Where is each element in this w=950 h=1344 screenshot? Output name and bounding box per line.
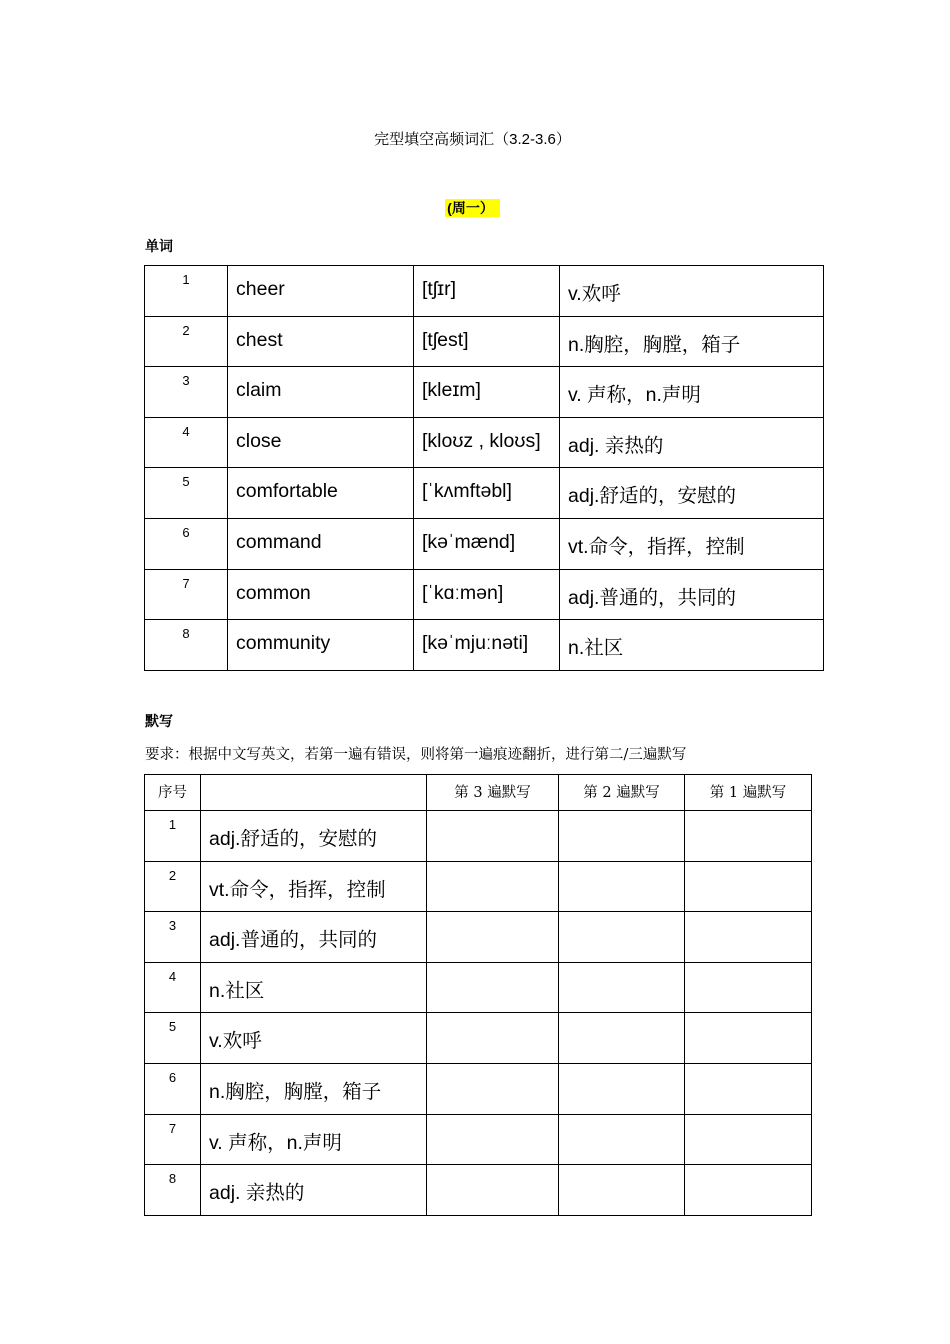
header-meaning <box>201 775 427 811</box>
dictation-num: 4 <box>145 962 201 1013</box>
dictation-row <box>145 1114 812 1165</box>
dictation-table <box>144 774 812 1216</box>
dictation-row <box>145 1165 812 1216</box>
second-pass-blank[interactable] <box>559 811 685 862</box>
vocab-meaning: adj. 亲热的 <box>560 417 824 468</box>
third-pass-blank[interactable] <box>427 1013 559 1064</box>
header-num: 序号 <box>145 775 201 811</box>
dictation-row <box>145 1013 812 1064</box>
vocab-phonetic: [ˈkɑːmən] <box>414 569 560 620</box>
first-pass-blank[interactable] <box>685 1063 812 1114</box>
vocab-num: 3 <box>145 367 228 418</box>
vocab-row <box>145 367 824 418</box>
header-second-pass: 第 2 遍默写 <box>559 775 685 811</box>
vocab-phonetic: [tʃest] <box>414 316 560 367</box>
vocab-meaning: n.胸腔，胸膛，箱子 <box>560 316 824 367</box>
third-pass-blank[interactable] <box>427 811 559 862</box>
vocab-meaning: adj.普通的，共同的 <box>560 569 824 620</box>
dictation-num: 3 <box>145 912 201 963</box>
vocab-row <box>145 417 824 468</box>
vocab-phonetic: [tʃɪr] <box>414 266 560 317</box>
third-pass-blank[interactable] <box>427 1165 559 1216</box>
first-pass-blank[interactable] <box>685 962 812 1013</box>
dictation-row <box>145 1063 812 1114</box>
dictation-num: 5 <box>145 1013 201 1064</box>
dictation-row <box>145 811 812 862</box>
vocab-word: close <box>228 417 414 468</box>
vocab-word: chest <box>228 316 414 367</box>
requirement-text: 要求：根据中文写英文，若第一遍有错误，则将第一遍痕迹翻折，进行第二/三遍默写 <box>145 747 687 763</box>
vocab-word: command <box>228 518 414 569</box>
vocab-meaning: v. 声称，n.声明 <box>560 367 824 418</box>
dictation-meaning: v.欢呼 <box>201 1013 427 1064</box>
first-pass-blank[interactable] <box>685 1013 812 1064</box>
vocab-meaning: n.社区 <box>560 620 824 671</box>
second-pass-blank[interactable] <box>559 962 685 1013</box>
day-highlight: (周一） <box>445 199 500 217</box>
vocab-row <box>145 468 824 519</box>
vocab-phonetic: [kəˈmjuːnəti] <box>414 620 560 671</box>
dictation-row <box>145 861 812 912</box>
vocab-word: common <box>228 569 414 620</box>
vocab-num: 2 <box>145 316 228 367</box>
section-heading-dictation: 默写 <box>145 713 173 729</box>
day-label <box>0 198 945 218</box>
dictation-row <box>145 912 812 963</box>
vocab-num: 6 <box>145 518 228 569</box>
dictation-num: 6 <box>145 1063 201 1114</box>
third-pass-blank[interactable] <box>427 1063 559 1114</box>
dictation-row <box>145 962 812 1013</box>
vocab-num: 5 <box>145 468 228 519</box>
vocab-row <box>145 266 824 317</box>
section-heading-words: 单词 <box>145 238 173 254</box>
vocab-phonetic: [kleɪm] <box>414 367 560 418</box>
vocab-phonetic: [kloʊz , kloʊs] <box>414 417 560 468</box>
vocab-row <box>145 569 824 620</box>
vocab-word: community <box>228 620 414 671</box>
vocab-num: 4 <box>145 417 228 468</box>
first-pass-blank[interactable] <box>685 912 812 963</box>
page-title: 完型填空高频词汇（3.2-3.6） <box>374 131 571 148</box>
third-pass-blank[interactable] <box>427 1114 559 1165</box>
vocab-num: 1 <box>145 266 228 317</box>
dictation-meaning: n.胸腔，胸膛，箱子 <box>201 1063 427 1114</box>
dictation-header-row <box>145 775 812 811</box>
third-pass-blank[interactable] <box>427 861 559 912</box>
vocab-row <box>145 518 824 569</box>
second-pass-blank[interactable] <box>559 861 685 912</box>
vocab-word: claim <box>228 367 414 418</box>
second-pass-blank[interactable] <box>559 1165 685 1216</box>
dictation-num: 8 <box>145 1165 201 1216</box>
vocab-meaning: adj.舒适的，安慰的 <box>560 468 824 519</box>
dictation-meaning: adj.舒适的，安慰的 <box>201 811 427 862</box>
first-pass-blank[interactable] <box>685 1165 812 1216</box>
dictation-meaning: n.社区 <box>201 962 427 1013</box>
dictation-num: 7 <box>145 1114 201 1165</box>
first-pass-blank[interactable] <box>685 861 812 912</box>
vocab-row <box>145 620 824 671</box>
vocab-word: comfortable <box>228 468 414 519</box>
third-pass-blank[interactable] <box>427 962 559 1013</box>
vocabulary-table <box>144 265 824 671</box>
vocab-meaning: vt.命令，指挥，控制 <box>560 518 824 569</box>
dictation-num: 2 <box>145 861 201 912</box>
dictation-num: 1 <box>145 811 201 862</box>
vocab-meaning: v.欢呼 <box>560 266 824 317</box>
vocab-num: 7 <box>145 569 228 620</box>
dictation-meaning: vt.命令，指挥，控制 <box>201 861 427 912</box>
first-pass-blank[interactable] <box>685 811 812 862</box>
vocab-row <box>145 316 824 367</box>
second-pass-blank[interactable] <box>559 1013 685 1064</box>
first-pass-blank[interactable] <box>685 1114 812 1165</box>
dictation-meaning: adj.普通的，共同的 <box>201 912 427 963</box>
vocab-phonetic: [kəˈmænd] <box>414 518 560 569</box>
dictation-meaning: v. 声称，n.声明 <box>201 1114 427 1165</box>
vocab-word: cheer <box>228 266 414 317</box>
second-pass-blank[interactable] <box>559 1114 685 1165</box>
header-third-pass: 第 3 遍默写 <box>427 775 559 811</box>
vocab-phonetic: [ˈkʌmftəbl] <box>414 468 560 519</box>
second-pass-blank[interactable] <box>559 912 685 963</box>
header-first-pass: 第 1 遍默写 <box>685 775 812 811</box>
third-pass-blank[interactable] <box>427 912 559 963</box>
second-pass-blank[interactable] <box>559 1063 685 1114</box>
dictation-meaning: adj. 亲热的 <box>201 1165 427 1216</box>
vocab-num: 8 <box>145 620 228 671</box>
